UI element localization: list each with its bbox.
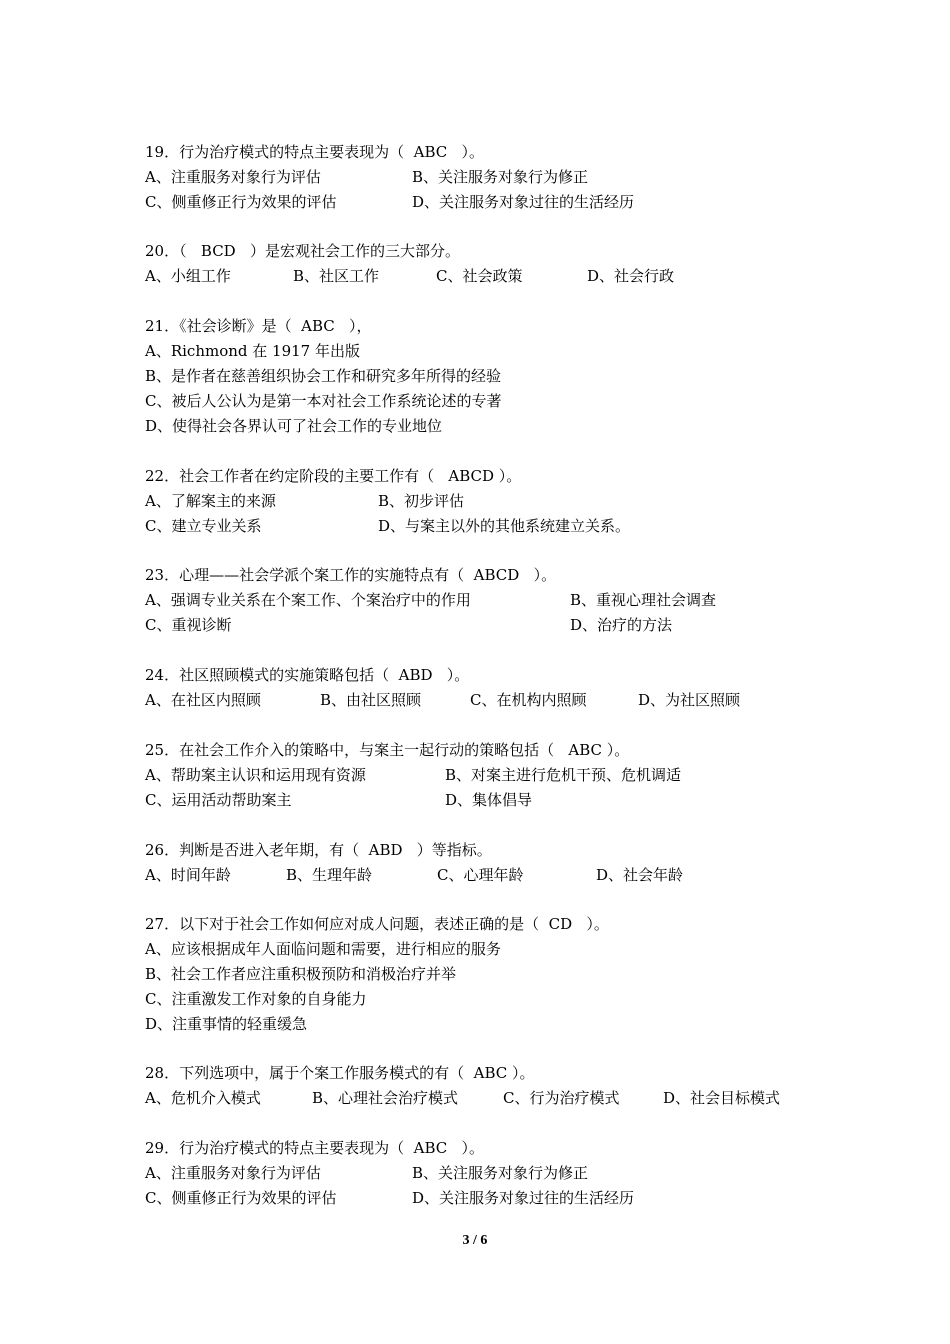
option-b: B、关注服务对象行为修正 [412,168,589,186]
option-d: D、关注服务对象过往的生活经历 [412,193,635,211]
question-22 [145,464,845,539]
option-row [145,588,845,613]
option-d: D、治疗的方法 [570,616,673,634]
option-row [145,1086,845,1111]
option-c: C、运用活动帮助案主 [145,791,292,809]
option-row [145,863,845,888]
option-b: B、由社区照顾 [320,691,422,709]
option-row [145,1186,845,1211]
option-row [145,763,845,788]
option-row [145,688,845,713]
option-c: C、建立专业关系 [145,517,262,535]
option-a: A、危机介入模式 [145,1089,261,1107]
question-stem: 22．社会工作者在约定阶段的主要工作有（ ABCD ）。 [145,467,522,485]
option-b: B、社区工作 [293,267,380,285]
option-d: D、与案主以外的其他系统建立关系。 [378,517,631,535]
question-25 [145,738,845,813]
question-20 [145,239,845,289]
option-d: D、注重事情的轻重缓急 [145,1015,308,1033]
question-stem: 25．在社会工作介入的策略中，与案主一起行动的策略包括（ ABC ）。 [145,741,630,759]
option-d: D、为社区照顾 [638,691,741,709]
question-stem: 21．《社会诊断》是（ ABC ）， [145,317,372,335]
question-stem: 29．行为治疗模式的特点主要表现为（ ABC ）。 [145,1139,485,1157]
option-c: C、心理年龄 [437,866,524,884]
option-c: C、在机构内照顾 [470,691,587,709]
option-c: C、社会政策 [436,267,523,285]
question-stem: 27．以下对于社会工作如何应对成人问题，表述正确的是（ CD ）。 [145,915,609,933]
option-row [145,613,845,638]
option-row [145,788,845,813]
option-a: A、应该根据成年人面临问题和需要，进行相应的服务 [145,940,501,958]
question-stem: 28．下列选项中，属于个案工作服务模式的有（ ABC ）。 [145,1064,535,1082]
option-d: D、使得社会各界认可了社会工作的专业地位 [145,417,443,435]
option-b: B、生理年龄 [286,866,373,884]
option-d: D、社会行政 [587,267,675,285]
option-a: A、了解案主的来源 [145,492,276,510]
question-stem: 23．心理——社会学派个案工作的实施特点有（ ABCD ）。 [145,566,557,584]
question-24 [145,663,845,713]
option-c: C、侧重修正行为效果的评估 [145,1189,337,1207]
option-c: C、被后人公认为是第一本对社会工作系统论述的专著 [145,392,502,410]
option-d: D、社会目标模式 [663,1089,781,1107]
option-b: B、关注服务对象行为修正 [412,1164,589,1182]
option-d: D、关注服务对象过往的生活经历 [412,1189,635,1207]
option-b: B、是作者在慈善组织协会工作和研究多年所得的经验 [145,367,502,385]
question-27 [145,912,845,1037]
option-row [145,489,845,514]
option-b: B、社会工作者应注重积极预防和消极治疗并举 [145,965,457,983]
option-a: A、在社区内照顾 [145,691,261,709]
question-stem: 20．（ BCD ）是宏观社会工作的三大部分。 [145,242,461,260]
page-number: 3 / 6 [462,1233,488,1248]
question-stem: 19．行为治疗模式的特点主要表现为（ ABC ）。 [145,143,485,161]
option-a: A、时间年龄 [145,866,231,884]
question-21 [145,314,845,439]
option-c: C、重视诊断 [145,616,232,634]
option-row [145,514,845,539]
option-row [145,165,845,190]
option-d: D、社会年龄 [596,866,684,884]
option-b: B、重视心理社会调查 [570,591,717,609]
option-d: D、集体倡导 [445,791,533,809]
option-a: A、注重服务对象行为评估 [145,1164,321,1182]
option-row [145,264,845,289]
option-a: A、Richmond 在 1917 年出版 [145,342,360,360]
option-row [145,1161,845,1186]
option-b: B、心理社会治疗模式 [312,1089,459,1107]
option-a: A、注重服务对象行为评估 [145,168,321,186]
question-28 [145,1061,845,1111]
option-a: A、帮助案主认识和运用现有资源 [145,766,366,784]
option-a: A、强调专业关系在个案工作、个案治疗中的作用 [145,591,471,609]
option-c: C、行为治疗模式 [503,1089,620,1107]
question-26 [145,838,845,888]
option-a: A、小组工作 [145,267,231,285]
question-stem: 26．判断是否进入老年期，有（ ABD ）等指标。 [145,841,492,859]
option-b: B、对案主进行危机干预、危机调适 [445,766,682,784]
option-c: C、侧重修正行为效果的评估 [145,193,337,211]
question-19 [145,140,845,215]
option-row [145,190,845,215]
option-b: B、初步评估 [378,492,465,510]
option-c: C、注重激发工作对象的自身能力 [145,990,367,1008]
question-stem: 24．社区照顾模式的实施策略包括（ ABD ）。 [145,666,470,684]
question-29 [145,1136,845,1211]
question-23 [145,563,845,638]
